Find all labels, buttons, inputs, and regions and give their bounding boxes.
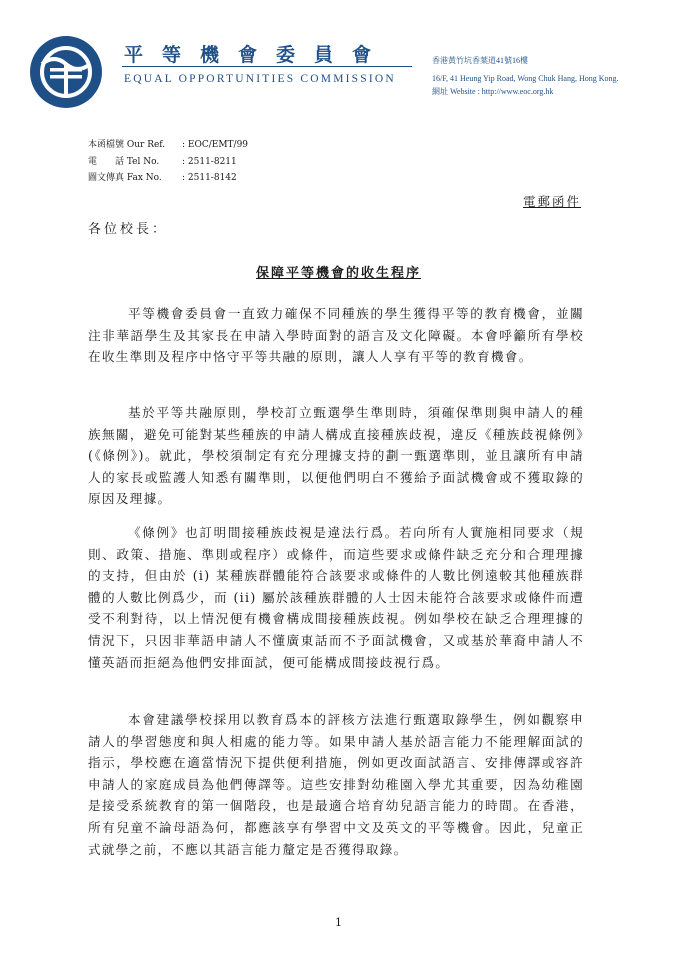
paragraph-2: 基於平等共融原則，學校訂立甄選學生準則時，須確保準則與申請人的種族無關，避免可能對某些種族的申請人構成直接種族歧視，違反《種族歧視條例》(《條例》)。就此，學校須制定有充分理據支持的劃一甄選準則，並且讓所有申請人的家長或監護人知悉有關準則，以便他們明白不獲給予面試機會或不獲取錄的原因及理據。 <box>88 405 584 507</box>
email-letter-stamp: 電郵函件 <box>523 194 582 209</box>
tel-line <box>88 154 237 167</box>
tel-label: 電 話 Tel No. <box>88 157 160 167</box>
letter-title: 保障平等機會的收生程序 <box>255 266 421 281</box>
org-name-en: EQUAL OPPORTUNITIES COMMISSION <box>124 73 396 85</box>
tel-value: : 2511-8211 <box>182 157 237 167</box>
salutation: 各位校長： <box>88 222 169 237</box>
our-ref-line <box>88 137 248 150</box>
paragraph-4: 本會建議學校採用以教育爲本的評核方法進行甄選取錄學生，例如觀察申請人的學習態度和與人相處的能力等。如果申請人基於語言能力不能理解面試的指示，學校應在適當情況下提供便利措施，例如更改面試語言、安排傳譯或容許申請人的家庭成員為他們傳譯等。這些安排對幼稚園入學尤其重要，因為幼稚園是接受系統教育的第一個階段，也是最適合培育幼兒語言能力的時間。在香港，所有兒童不論母語為何，都應該享有學習中文及英文的平等機會。因此，兒童正式就學之前，不應以其語言能力釐定是否獲得取錄。 <box>88 712 584 857</box>
org-name-zh: 平等機會委員會 <box>124 44 391 66</box>
page-number: 1 <box>335 916 342 929</box>
address-zh: 香港黃竹坑香葉道41號16樓 <box>432 56 528 65</box>
eoc-logo <box>28 34 104 110</box>
paragraph-3: 《條例》也訂明間接種族歧視是違法行爲。若向所有人實施相同要求（規則、政策、措施、準則或程序）或條件，而這些要求或條件缺乏充分和合理理據的支持，但由於 (i) 某種族群體能符合該要求或條件的人數比例遠較其他種族群體的人數比例爲少，而 (ii) 屬於該種族群體的人士因未能符合該要求或條件而遭受不利對待，以上情況便有機會構成間接種族歧視。例如學校在缺乏合理理據的情況下，只因非華語申請人不懂廣東話而不予面試機會，又或基於華裔申請人不懂英語而拒絕為他們安排面試，便可能構成間接歧視行爲。 <box>88 525 584 670</box>
fax-line <box>88 170 237 183</box>
address-en: 16/F, 41 Heung Yip Road, Wong Chuk Hang, Hong Kong. <box>432 74 619 83</box>
paragraph-1: 平等機會委員會一直致力確保不同種族的學生獲得平等的教育機會，並關注非華語學生及其家長在申請入學時面對的語言及文化障礙。本會呼籲所有學校在收生準則及程序中恪守平等共融的原則，讓人人享有平等的教育機會。 <box>88 306 584 365</box>
our-ref-value: : EOC/EMT/99 <box>182 140 249 150</box>
our-ref-label: 本函檔號 Our Ref. <box>88 140 166 150</box>
fax-label: 圖文傳真 Fax No. <box>88 173 162 183</box>
letterhead-rule <box>122 66 412 67</box>
website-link[interactable]: 網址 Website : http://www.eoc.org.hk <box>432 87 554 96</box>
fax-value: : 2511-8142 <box>182 173 237 183</box>
